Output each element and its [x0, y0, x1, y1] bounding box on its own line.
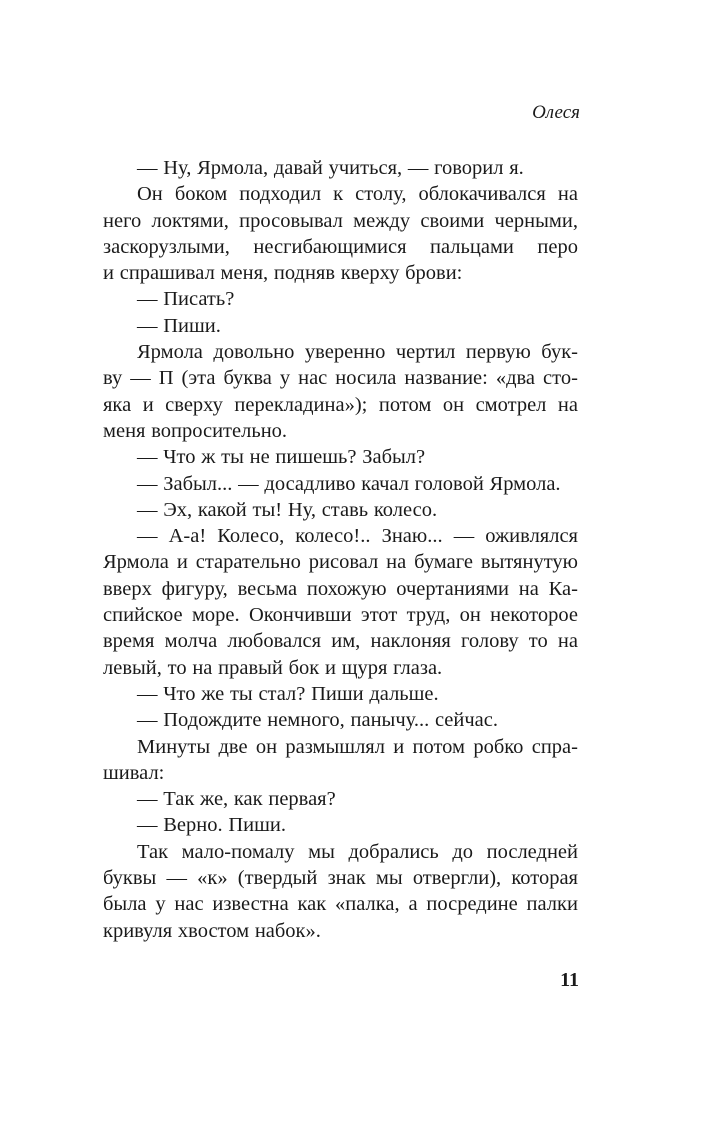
word: пишешь?	[275, 446, 357, 469]
word: была	[103, 893, 147, 916]
word: —	[137, 682, 158, 705]
word: Колесо,	[217, 525, 285, 548]
word: —	[137, 709, 158, 732]
word: колесо.	[373, 498, 438, 521]
word: потом	[412, 735, 466, 758]
text-line	[103, 891, 578, 917]
word: бук-	[541, 341, 578, 364]
word: чертил	[395, 341, 456, 364]
word: сверху	[165, 393, 223, 416]
word: (твердый	[237, 867, 318, 890]
word: меня,	[220, 262, 269, 285]
word: бок	[288, 656, 320, 679]
word: же,	[200, 788, 229, 811]
word: —	[166, 867, 187, 890]
word: Что	[163, 446, 196, 469]
word: ж	[201, 446, 216, 469]
word: нас	[298, 367, 328, 390]
word: Ка-	[548, 577, 578, 600]
word: между	[353, 209, 411, 232]
word: и	[324, 656, 336, 679]
text-line	[103, 655, 578, 681]
word: к	[333, 183, 344, 206]
word: —	[137, 498, 158, 521]
word: своими	[420, 209, 485, 232]
text-line	[103, 812, 578, 838]
word: я.	[509, 157, 524, 179]
text-line	[103, 918, 578, 944]
word: просовывал	[239, 209, 343, 232]
word: Писать?	[163, 288, 235, 311]
word: мы	[308, 840, 335, 863]
word: не	[249, 446, 270, 469]
word: оживлялся	[485, 525, 578, 548]
word: он	[442, 393, 465, 416]
word: старательно	[195, 551, 301, 574]
word: молча	[164, 630, 218, 653]
word: смотрел	[475, 393, 547, 416]
word: Ну,	[163, 157, 192, 179]
word: буква	[223, 367, 272, 390]
word: боком	[174, 183, 228, 206]
word: правый	[218, 656, 283, 679]
word: ставь	[321, 498, 369, 521]
word: —	[137, 288, 158, 311]
text-line	[103, 576, 578, 602]
text-line	[103, 181, 578, 207]
text-line	[103, 208, 578, 234]
text-line	[103, 260, 578, 286]
word: дальше.	[369, 682, 439, 705]
word: —	[137, 788, 158, 811]
word: спийское	[103, 604, 183, 627]
word: вверх	[103, 577, 152, 600]
word: Ярмола,	[197, 157, 269, 179]
word: нас	[174, 893, 204, 916]
text-line	[103, 497, 578, 523]
word: голову	[460, 630, 519, 653]
word: Что	[163, 682, 196, 705]
word: меня	[103, 419, 146, 442]
word: Минуты	[137, 735, 211, 758]
text-line	[103, 234, 578, 260]
word: и	[176, 551, 188, 574]
text-line	[103, 286, 578, 312]
word: некоторое	[490, 604, 578, 627]
word: глаза.	[393, 656, 443, 679]
word: давай	[273, 157, 323, 179]
word: колесо!..	[295, 525, 371, 548]
word: Пиши.	[163, 314, 221, 337]
word: Ярмола	[103, 551, 169, 574]
text-line	[103, 418, 578, 444]
word: сто-	[543, 367, 578, 390]
word: которая	[511, 867, 578, 890]
word: кривуля	[103, 919, 173, 942]
word: размышлял	[285, 735, 385, 758]
text-line	[103, 444, 578, 470]
word: облокачивался	[418, 183, 546, 206]
word: заскорузлыми,	[103, 235, 230, 258]
word: яка	[103, 393, 132, 416]
word: известна	[212, 893, 289, 916]
word: Знаю...	[381, 525, 443, 548]
word: перо	[537, 235, 578, 258]
word: носила	[335, 367, 397, 390]
word: добрались	[348, 840, 439, 863]
word: качал	[361, 472, 409, 495]
word: мало-помалу	[181, 840, 295, 863]
word: Эх,	[163, 498, 193, 521]
word: любовался	[227, 630, 322, 653]
word: вопросительно.	[151, 419, 288, 442]
text-line	[103, 760, 578, 786]
word: головой	[414, 472, 484, 495]
word: —	[238, 472, 259, 495]
word: последней	[486, 840, 578, 863]
word: пальцами	[430, 235, 514, 258]
word: П	[158, 367, 174, 390]
word: а	[408, 893, 418, 916]
word: вытянутую	[480, 551, 578, 574]
word: щуря	[341, 656, 388, 679]
word: спра-	[531, 735, 578, 758]
text-line	[103, 155, 578, 181]
word: Ярмола	[137, 341, 203, 364]
word: столу,	[355, 183, 407, 206]
word: на	[557, 183, 578, 206]
word: сейчас.	[434, 709, 499, 732]
word: набок».	[254, 919, 321, 942]
word: Так	[137, 840, 169, 863]
word: знак	[327, 867, 366, 890]
word: досадливо	[264, 472, 356, 495]
word: фигуру,	[161, 577, 228, 600]
word: довольно	[213, 341, 295, 364]
word: на	[386, 551, 407, 574]
word: —	[137, 157, 158, 179]
word: хвостом	[177, 919, 250, 942]
word: учиться,	[328, 157, 403, 179]
word: то	[167, 656, 187, 679]
word: ты	[229, 682, 253, 705]
word: им,	[331, 630, 361, 653]
word: шивал:	[103, 761, 165, 784]
word: как	[233, 788, 263, 811]
word: какой	[197, 498, 247, 521]
word: перекладина»);	[234, 393, 368, 416]
word: весьма	[237, 577, 298, 600]
word: и	[142, 393, 154, 416]
word: немного,	[267, 709, 345, 732]
word: Он	[137, 183, 163, 206]
word: рисовал	[308, 551, 379, 574]
word: первая?	[268, 788, 336, 811]
word: —	[453, 525, 475, 548]
word: и	[103, 262, 114, 285]
text-line	[103, 392, 578, 418]
word: и	[393, 735, 405, 758]
text-line	[103, 628, 578, 654]
word: потом	[378, 393, 432, 416]
text-line	[103, 786, 578, 812]
word: Пиши.	[228, 814, 286, 837]
word: черными,	[494, 209, 578, 232]
word: две	[218, 735, 248, 758]
text-line	[103, 339, 578, 365]
word: у	[279, 367, 291, 390]
word: ву	[103, 367, 123, 390]
word: ты!	[252, 498, 283, 521]
word: Пиши	[311, 682, 364, 705]
word: панычу...	[350, 709, 430, 732]
text-line	[103, 523, 578, 549]
word: Забыл?	[362, 446, 426, 469]
word: несгибающимися	[253, 235, 407, 258]
word: на	[518, 577, 539, 600]
word: посредине	[426, 893, 518, 916]
word: «палка,	[335, 893, 400, 916]
word: же	[201, 682, 225, 705]
word: буквы	[103, 867, 157, 890]
word: Ярмола.	[489, 472, 561, 495]
word: уверенно	[304, 341, 386, 364]
word: —	[137, 525, 158, 548]
word: кверху	[340, 262, 400, 285]
word: ты	[221, 446, 244, 469]
word: он	[255, 735, 278, 758]
text-line	[103, 471, 578, 497]
text-line	[103, 839, 578, 865]
text-line	[103, 681, 578, 707]
word: подняв	[273, 262, 336, 285]
word: —	[137, 472, 158, 495]
word: мы	[375, 867, 403, 890]
text-line	[103, 549, 578, 575]
word: локтями,	[151, 209, 229, 232]
word: время	[103, 630, 155, 653]
word: как	[297, 893, 327, 916]
word: Забыл...	[163, 472, 233, 495]
word: до	[452, 840, 474, 863]
page-number: 11	[560, 969, 579, 991]
word: говорил	[434, 157, 504, 179]
word: первую	[465, 341, 531, 364]
text-line	[103, 865, 578, 891]
word: очертаниями	[396, 577, 510, 600]
word: отвергли),	[412, 867, 502, 890]
word: Ну,	[287, 498, 316, 521]
word: у	[155, 893, 166, 916]
word: на	[557, 630, 578, 653]
word: похожую	[306, 577, 387, 600]
word: А-а!	[168, 525, 207, 548]
word: наклоняя	[370, 630, 451, 653]
word: спрашивал	[119, 262, 215, 285]
word: —	[137, 314, 158, 337]
word: «к»	[197, 867, 228, 890]
text-line	[103, 313, 578, 339]
word: на	[557, 393, 578, 416]
word: (эта	[181, 367, 216, 390]
word: —	[130, 367, 151, 390]
word: палки	[526, 893, 578, 916]
word: Верно.	[163, 814, 223, 837]
word: него	[103, 209, 142, 232]
word: подходил	[239, 183, 322, 206]
text-line	[103, 734, 578, 760]
word: —	[137, 446, 158, 469]
word: Так	[163, 788, 195, 811]
word: то	[528, 630, 548, 653]
word: брови:	[405, 262, 463, 285]
running-head: Олеся	[532, 102, 580, 123]
word: левый,	[103, 656, 162, 679]
word: «два	[495, 367, 536, 390]
text-line	[103, 365, 578, 391]
word: —	[137, 814, 158, 837]
word: на	[192, 656, 213, 679]
word: робко	[473, 735, 524, 758]
word: бумаге	[414, 551, 473, 574]
body-text	[103, 155, 578, 944]
word: —	[407, 157, 429, 179]
word: название:	[404, 367, 488, 390]
word: этот	[360, 604, 398, 627]
text-line	[103, 707, 578, 733]
word: стал?	[258, 682, 306, 705]
text-line	[103, 602, 578, 628]
word: Подождите	[163, 709, 262, 732]
word: он	[459, 604, 481, 627]
word: море.	[191, 604, 240, 627]
word: труд,	[406, 604, 451, 627]
word: Окончивши	[248, 604, 352, 627]
